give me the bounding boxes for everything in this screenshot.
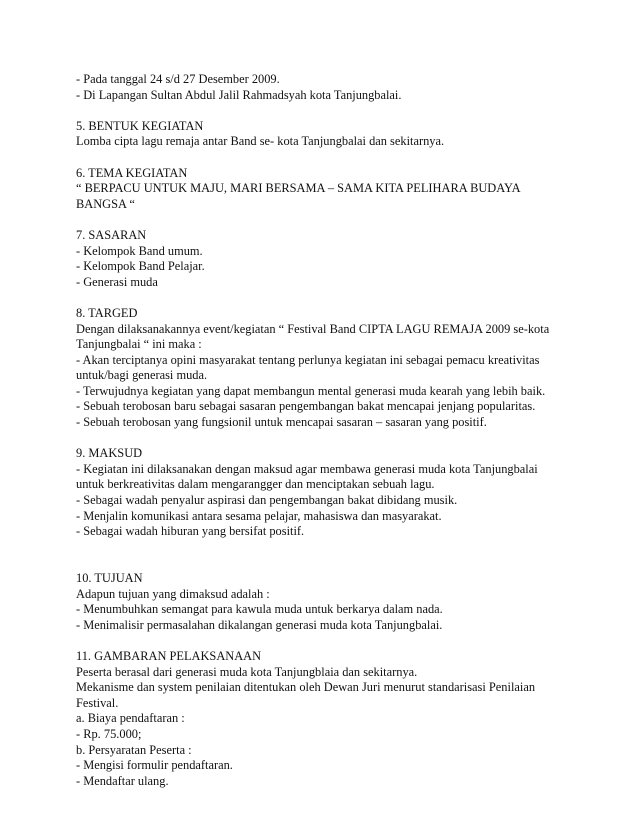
- section-line: BANGSA “: [76, 196, 135, 211]
- section-heading: 5. BENTUK KEGIATAN: [76, 118, 204, 133]
- section-bentuk-kegiatan: [76, 119, 576, 150]
- spacer: [76, 431, 576, 447]
- section-tujuan: [76, 571, 576, 633]
- spacer: [76, 150, 576, 166]
- document-body: [76, 72, 576, 789]
- section-line: - Terwujudnya kegiatan yang dapat membangun mental generasi muda kearah yang lebih baik.: [76, 383, 546, 398]
- section-line: - Sebuah terobosan baru sebagai sasaran pengembangan bakat mencapai jenjang popularitas.: [76, 399, 536, 414]
- section-maksud: [76, 446, 576, 540]
- section-line: Dengan dilaksanakannya event/kegiatan “ Festival Band CIPTA LAGU REMAJA 2009 se-kota: [76, 321, 550, 336]
- spacer: [76, 290, 576, 306]
- section-heading: 9. MAKSUD: [76, 446, 143, 461]
- section-line: - Akan terciptanya opini masyarakat tentang perlunya kegiatan ini sebagai pemacu kreativitas: [76, 352, 540, 367]
- section-line: a. Biaya pendaftaran :: [76, 711, 185, 726]
- section-line: untuk/bagi generasi muda.: [76, 368, 208, 383]
- section-heading: 8. TARGED: [76, 305, 138, 320]
- intro-line: - Pada tanggal 24 s/d 27 Desember 2009.: [76, 72, 280, 86]
- section-line: - Sebagai wadah penyalur aspirasi dan pengembangan bakat dibidang musik.: [76, 493, 458, 508]
- section-line: - Mendaftar ulang.: [76, 773, 169, 788]
- section-line: Adapun tujuan yang dimaksud adalah :: [76, 586, 270, 601]
- section-heading: 7. SASARAN: [76, 227, 147, 242]
- spacer: [76, 633, 576, 649]
- section-line: - Menimalisir permasalahan dikalangan generasi muda kota Tanjungbalai.: [76, 617, 443, 632]
- section-line: Mekanisme dan system penilaian ditentukan oleh Dewan Juri menurut standarisasi Penilaian: [76, 680, 536, 695]
- intro-line: - Di Lapangan Sultan Abdul Jalil Rahmadsyah kota Tanjungbalai.: [76, 87, 402, 102]
- section-heading: 11. GAMBARAN PELAKSANAAN: [76, 648, 262, 663]
- section-line: - Generasi muda: [76, 274, 158, 289]
- section-line: - Sebagai wadah hiburan yang bersifat positif.: [76, 524, 305, 539]
- section-line: b. Persyaratan Peserta :: [76, 742, 192, 757]
- spacer: [76, 540, 576, 571]
- spacer: [76, 212, 576, 228]
- section-line: - Sebuah terobosan yang fungsionil untuk mencapai sasaran – sasaran yang positif.: [76, 415, 487, 430]
- section-line: Festival.: [76, 695, 119, 710]
- section-line: untuk berkreativitas dalam mengarangger dan menciptakan sebuah lagu.: [76, 477, 435, 492]
- section-line: “ BERPACU UNTUK MAJU, MARI BERSAMA – SAMA KITA PELIHARA BUDAYA: [76, 181, 521, 196]
- section-line: - Kegiatan ini dilaksanakan dengan maksud agar membawa generasi muda kota Tanjungbalai: [76, 461, 538, 476]
- section-line: Peserta berasal dari generasi muda kota Tanjungblaia dan sekitarnya.: [76, 664, 418, 679]
- section-line: - Menjalin komunikasi antara sesama pelajar, mahasiswa dan masyarakat.: [76, 508, 442, 523]
- spacer: [76, 103, 576, 119]
- section-sasaran: [76, 228, 576, 290]
- section-gambaran-pelaksanaan: [76, 649, 576, 789]
- section-line: Tanjungbalai “ ini maka :: [76, 337, 202, 352]
- section-tema-kegiatan: [76, 166, 576, 213]
- section-targed: [76, 306, 576, 431]
- section-line: Lomba cipta lagu remaja antar Band se- kota Tanjungbalai dan sekitarnya.: [76, 134, 445, 149]
- section-line: - Menumbuhkan semangat para kawula muda untuk berkarya dalam nada.: [76, 602, 443, 617]
- section-line: - Rp. 75.000;: [76, 726, 142, 741]
- section-heading: 6. TEMA KEGIATAN: [76, 165, 188, 180]
- section-line: - Kelompok Band umum.: [76, 243, 203, 258]
- section-line: - Kelompok Band Pelajar.: [76, 259, 205, 274]
- section-line: - Mengisi formulir pendaftaran.: [76, 758, 233, 773]
- section-heading: 10. TUJUAN: [76, 571, 143, 585]
